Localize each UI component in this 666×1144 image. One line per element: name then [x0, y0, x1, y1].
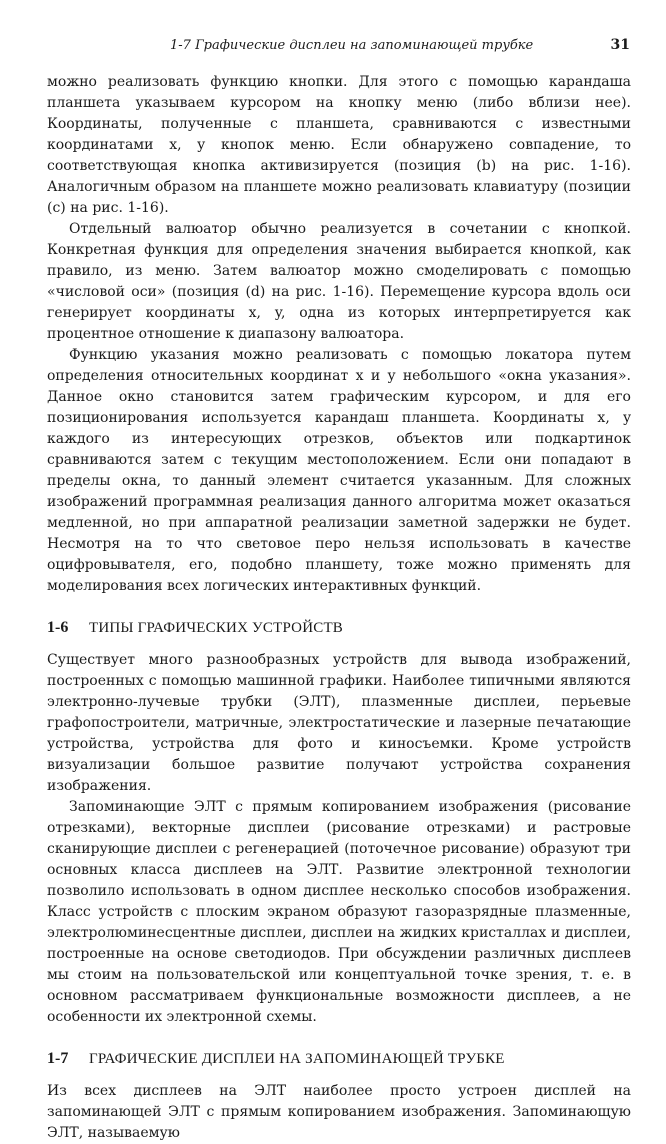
- running-header: [0, 38, 666, 60]
- running-title: 1-7 Графические дисплеи на запоминающей трубке: [170, 38, 534, 53]
- paragraph: Отдельный валюатор обычно реализуется в сочетании с кнопкой. Конкретная функция для определения значения выбирается кнопкой, как правило, из меню. Затем валюатор можно смоделировать с помощью «числовой оси» (позиция (d) на рис. 1-16). Перемещение курсора вдоль оси генерирует координаты x, y, одна из которых интерпретируется как процентное отношение к диапазону валюатора.: [47, 221, 631, 342]
- section-title: ТИПЫ ГРАФИЧЕСКИХ УСТРОЙСТВ: [89, 620, 344, 636]
- section-heading: [47, 617, 631, 639]
- paragraph: Запоминающие ЭЛТ с прямым копированием изображения (рисование отрезками), векторные дисплеи (рисование отрезками) и растровые сканирующие дисплеи с регенерацией (поточечное рисование) образуют три основных класса дисплеев на ЭЛТ. Развитие электронной технологии позволило использовать в одном дисплее несколько способов изображения. Класс устройств с плоским экраном образуют газоразрядные плазменные, электролюминесцентные дисплеи, дисплеи на жидких кристаллах и дисплеи, построенные на основе светодиодов. При обсуждении различных дисплеев мы стоим на пользовательской или концептуальной точке зрения, т. е. в основном рассматриваем функциональные возможности дисплеев, а не особенности их электронной схемы.: [47, 799, 631, 1025]
- section-title: ГРАФИЧЕСКИЕ ДИСПЛЕИ НА ЗАПОМИНАЮЩЕЙ ТРУБКЕ: [89, 1051, 505, 1067]
- paragraph: Функцию указания можно реализовать с помощью локатора путем определения относительных координат x и y небольшого «окна указания». Данное окно становится затем графическим курсором, и для его позиционирования используется карандаш планшета. Координаты x, y каждого из интересующих отрезков, объектов или подкартинок сравниваются затем с текущим местоположением. Если они попадают в пределы окна, то данный элемент считается указанным. Для сложных изображений программная реализация данного алгоритма может оказаться медленной, но при аппаратной реализации заметной задержки не будет. Несмотря на то что световое перо нельзя использовать в качестве оцифровывателя, его, подобно планшету, тоже можно применять для моделирования всех логических интерактивных функций.: [47, 347, 631, 594]
- section-number: 1-7: [47, 1050, 69, 1067]
- page-number: 31: [610, 37, 630, 53]
- paragraph: Из всех дисплеев на ЭЛТ наиболее просто устроен дисплей на запоминающей ЭЛТ с прямым копированием изображения. Запоминающую ЭЛТ, называемую: [47, 1083, 631, 1141]
- paragraph: можно реализовать функцию кнопки. Для этого с помощью карандаша планшета указываем курсором на кнопку меню (либо вблизи нее). Координаты, полученные с планшета, сравниваются с известными координатами x, y кнопок меню. Если обнаружено совпадение, то соответствующая кнопка активизируется (позиция (b) на рис. 1-16). Аналогичным образом на планшете можно реализовать клавиатуру (позиции (c) на рис. 1-16).: [47, 74, 631, 216]
- page-body: [47, 72, 631, 1144]
- section-heading: [47, 1048, 631, 1070]
- section-number: 1-6: [47, 619, 69, 636]
- paragraph: Существует много разнообразных устройств для вывода изображений, построенных с помощью машинной графики. Наиболее типичными являются электронно-лучевые трубки (ЭЛТ), плазменные дисплеи, перьевые графопостроители, матричные, электростатические и лазерные печатающие устройства, устройства для фото и киносъемки. Кроме устройств визуализации большое развитие получают устройства сохранения изображения.: [47, 652, 631, 794]
